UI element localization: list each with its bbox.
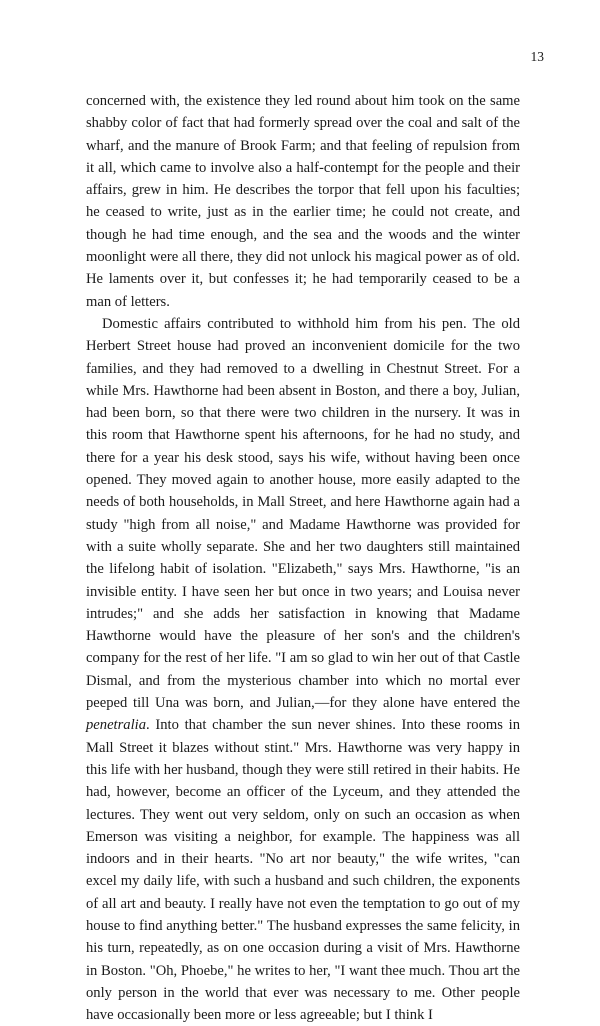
paragraph-2-text-b: . Into that chamber the sun never shines. Into these rooms in Mall Street it blazes without stint." Mrs. Hawthorne was very happy in this life with her husband, though they were still retired in their habits. He had, however, become an officer of the Lyceum, and they attended the lectures. They went out very seldom, only on such an occasion as when Emerson was visiting a neighbor, for example. The happiness was all indoors and in their hearts. "No art nor beauty," the wife writes, "can excel my daily life, with such a husband and such children, the exponents of all art and beauty. I really have not even the temptation to go out of my house to find anything better." The husband expresses the same felicity, in his turn, repeatedly, as on one occasion during a visit of Mrs. Hawthorne in Boston. "Oh, Phoebe," he writes to her, "I want thee much. Thou art the only person in the world that ever was necessary to me. Other people have occasionally been more or less agreeable; but I think I	[86, 717, 520, 1024]
paragraph-1-text: concerned with, the existence they led round about him took on the same shabby color of fact that had formerly spread over the coal and salt of the wharf, and the manure of Brook Farm; and that feeling of repulsion from it all, which came to involve also a half-contempt for the people and their affairs, grew in him. He describes the torpor that fell upon his faculties; he ceased to write, just as in the earlier time; he could not create, and though he had time enough, and the sea and the woods and the winter moonlight were all there, they did not unlock his magical power as of old. He laments over it, but confesses it; he had temporarily ceased to be a man of letters.	[86, 93, 520, 310]
paragraph-2-text-a: Domestic affairs contributed to withhold him from his pen. The old Herbert Street house had proved an inconvenient domicile for the two families, and they had removed to a dwelling in Chestnut Street. For a while Mrs. Hawthorne had been absent in Boston, and there a boy, Julian, had been born, so that there were two children in the nursery. It was in this room that Hawthorne spent his afternoons, for he had no study, and there for a year his desk stood, says his wife, without having been once opened. They moved again to another house, more easily adapted to the needs of both households, in Mall Street, and here Hawthorne again had a study "high from all noise," and Madame Hawthorne was provided for with a suite wholly separate. She and her two daughters still maintained the lifelong habit of isolation. "Elizabeth," says Mrs. Hawthorne, "is an invisible entity. I have seen her but once in two years; and Louisa never intrudes;" and she adds her satisfaction in knowing that Madame Hawthorne would have the pleasure of her son's and the children's company for the rest of her life. "I am so glad to win her out of that Castle Dismal, and from the mysterious chamber into which no mortal ever peeped till Una was born, and Julian,—for they alone have entered the	[86, 315, 520, 712]
body-text	[86, 90, 520, 1026]
italic-term: penetralia	[86, 717, 146, 734]
page-number: 13	[530, 49, 544, 64]
paragraph-1	[86, 90, 520, 313]
paragraph-2	[86, 313, 520, 1026]
